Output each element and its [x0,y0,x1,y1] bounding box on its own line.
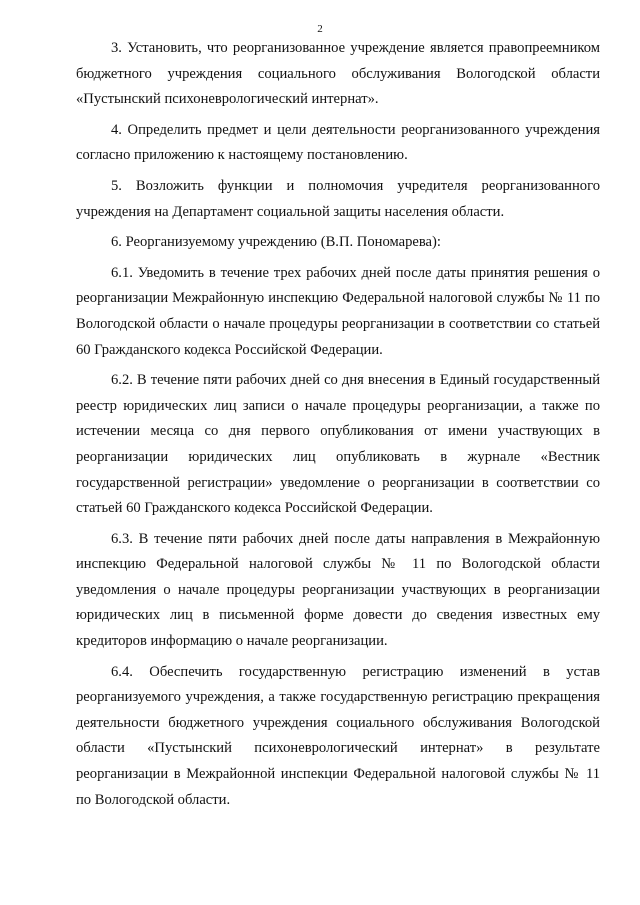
paragraph-6-3: 6.3. В течение пяти рабочих дней после даты направления в Межрайонную инспекцию Федеральной налоговой службы № 11 по Вологодской области уведомления о начале процедуры реорганизации участвующих в реорганизации юридических лиц в письменной форме довести до сведения известных ему кредиторов информацию о начале реорганизации. [76,530,600,650]
paragraph-6-4: 6.4. Обеспечить государственную регистрацию изменений в устав реорганизуемого учреждения, а также государственную регистрацию прекращения деятельности бюджетного учреждения социального обслуживания Вологодской области «Пустынский психоневрологический интернат» в результате реорганизации в Межрайонной инспекции Федеральной налоговой службы № 11 по Вологодской области. [76,663,600,808]
document-body [76,36,600,818]
paragraph-6-2: 6.2. В течение пяти рабочих дней со дня внесения в Единый государственный реестр юридических лиц записи о начале процедуры реорганизации, а также по истечении месяца со дня первого опубликования от имени участвующих в реорганизации юридических лиц опубликовать в журнале «Вестник государственной регистрации» уведомление о реорганизации в соответствии со статьей 60 Гражданского кодекса Российской Федерации. [76,372,600,517]
paragraph-4: 4. Определить предмет и цели деятельности реорганизованного учреждения согласно приложению к настоящему постановлению. [76,121,600,164]
paragraph-6: 6. Реорганизуемому учреждению (В.П. Пономарева): [111,234,441,251]
page-number: 2 [317,23,323,35]
paragraph-6-1: 6.1. Уведомить в течение трех рабочих дней после даты принятия решения о реорганизации Межрайонную инспекцию Федеральной налоговой службы № 11 по Вологодской области о начале процедуры реорганизации в соответствии со статьей 60 Гражданского кодекса Российской Федерации. [76,264,600,358]
paragraph-3: 3. Установить, что реорганизованное учреждение является правопреемником бюджетного учреждения социального обслуживания Вологодской области «Пустынский психоневрологический интернат». [76,40,600,108]
paragraph-5: 5. Возложить функции и полномочия учредителя реорганизованного учреждения на Департамент социальной защиты населения области. [76,177,600,220]
